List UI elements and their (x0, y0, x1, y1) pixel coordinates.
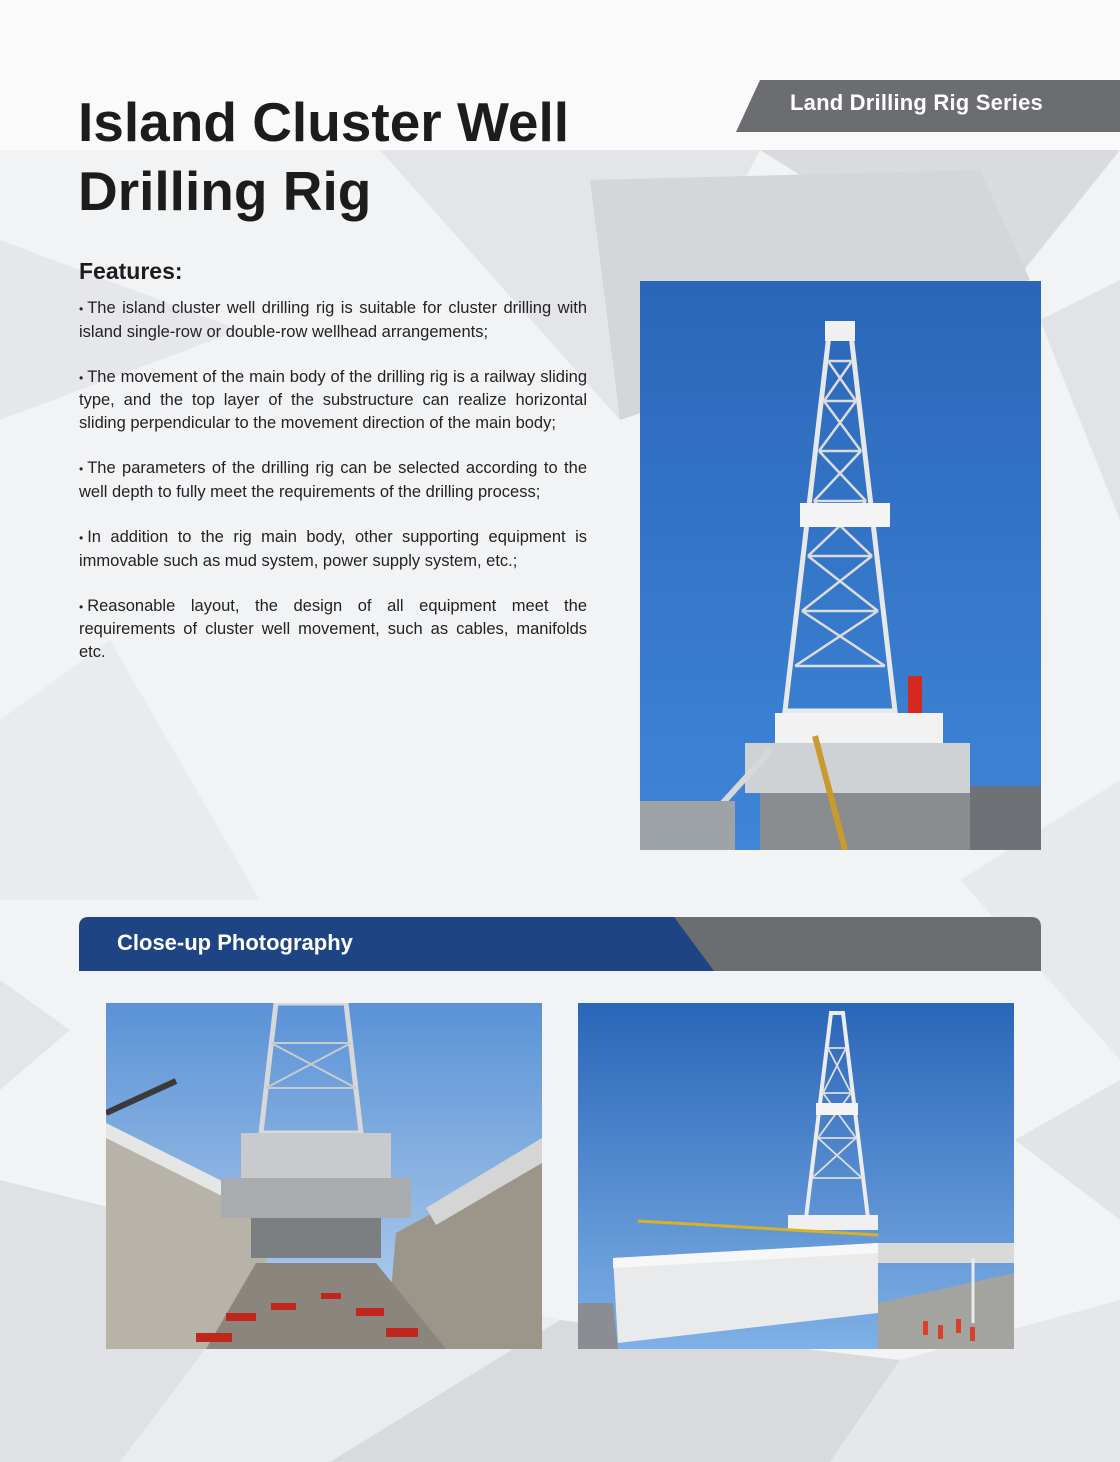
bullet-icon: • (79, 530, 84, 545)
closeup-photo-substructure (106, 1003, 542, 1349)
feature-item: • In addition to the rig main body, other supporting equipment is immovable such as mud system, power supply system, etc.; (79, 527, 587, 570)
main-rig-photo (640, 281, 1041, 850)
bullet-icon: • (79, 599, 84, 614)
series-tag (736, 80, 1120, 132)
series-label: Land Drilling Rig Series (790, 90, 1043, 115)
bullet-icon: • (79, 370, 84, 385)
feature-item: • The movement of the main body of the drilling rig is a railway sliding type, and the top layer of the substructure can realize horizontal sliding perpendicular to the movement direction of the main body; (79, 367, 587, 432)
bullet-icon: • (79, 462, 84, 477)
bullet-icon: • (79, 302, 84, 316)
feature-item: • The island cluster well drilling rig is suitable for cluster drilling with island single-row or double-row wellhead arrangements; (79, 299, 587, 341)
closeup-heading: Close-up Photography (117, 930, 353, 955)
features-heading: Features: (79, 258, 183, 284)
closeup-photo-rig-platform (578, 1003, 1014, 1349)
feature-item: • The parameters of the drilling rig can be selected according to the well depth to fully meet the requirements of the drilling process; (79, 459, 587, 501)
page-title (78, 88, 678, 226)
closeup-section-bar (79, 917, 1041, 971)
features-list (79, 297, 587, 686)
title-line-2: Drilling Rig (78, 160, 372, 222)
title-line-1: Island Cluster Well (78, 91, 570, 153)
feature-item: • Reasonable layout, the design of all equipment meet the requirements of cluster well movement, such as cables, manifolds etc. (79, 596, 587, 661)
